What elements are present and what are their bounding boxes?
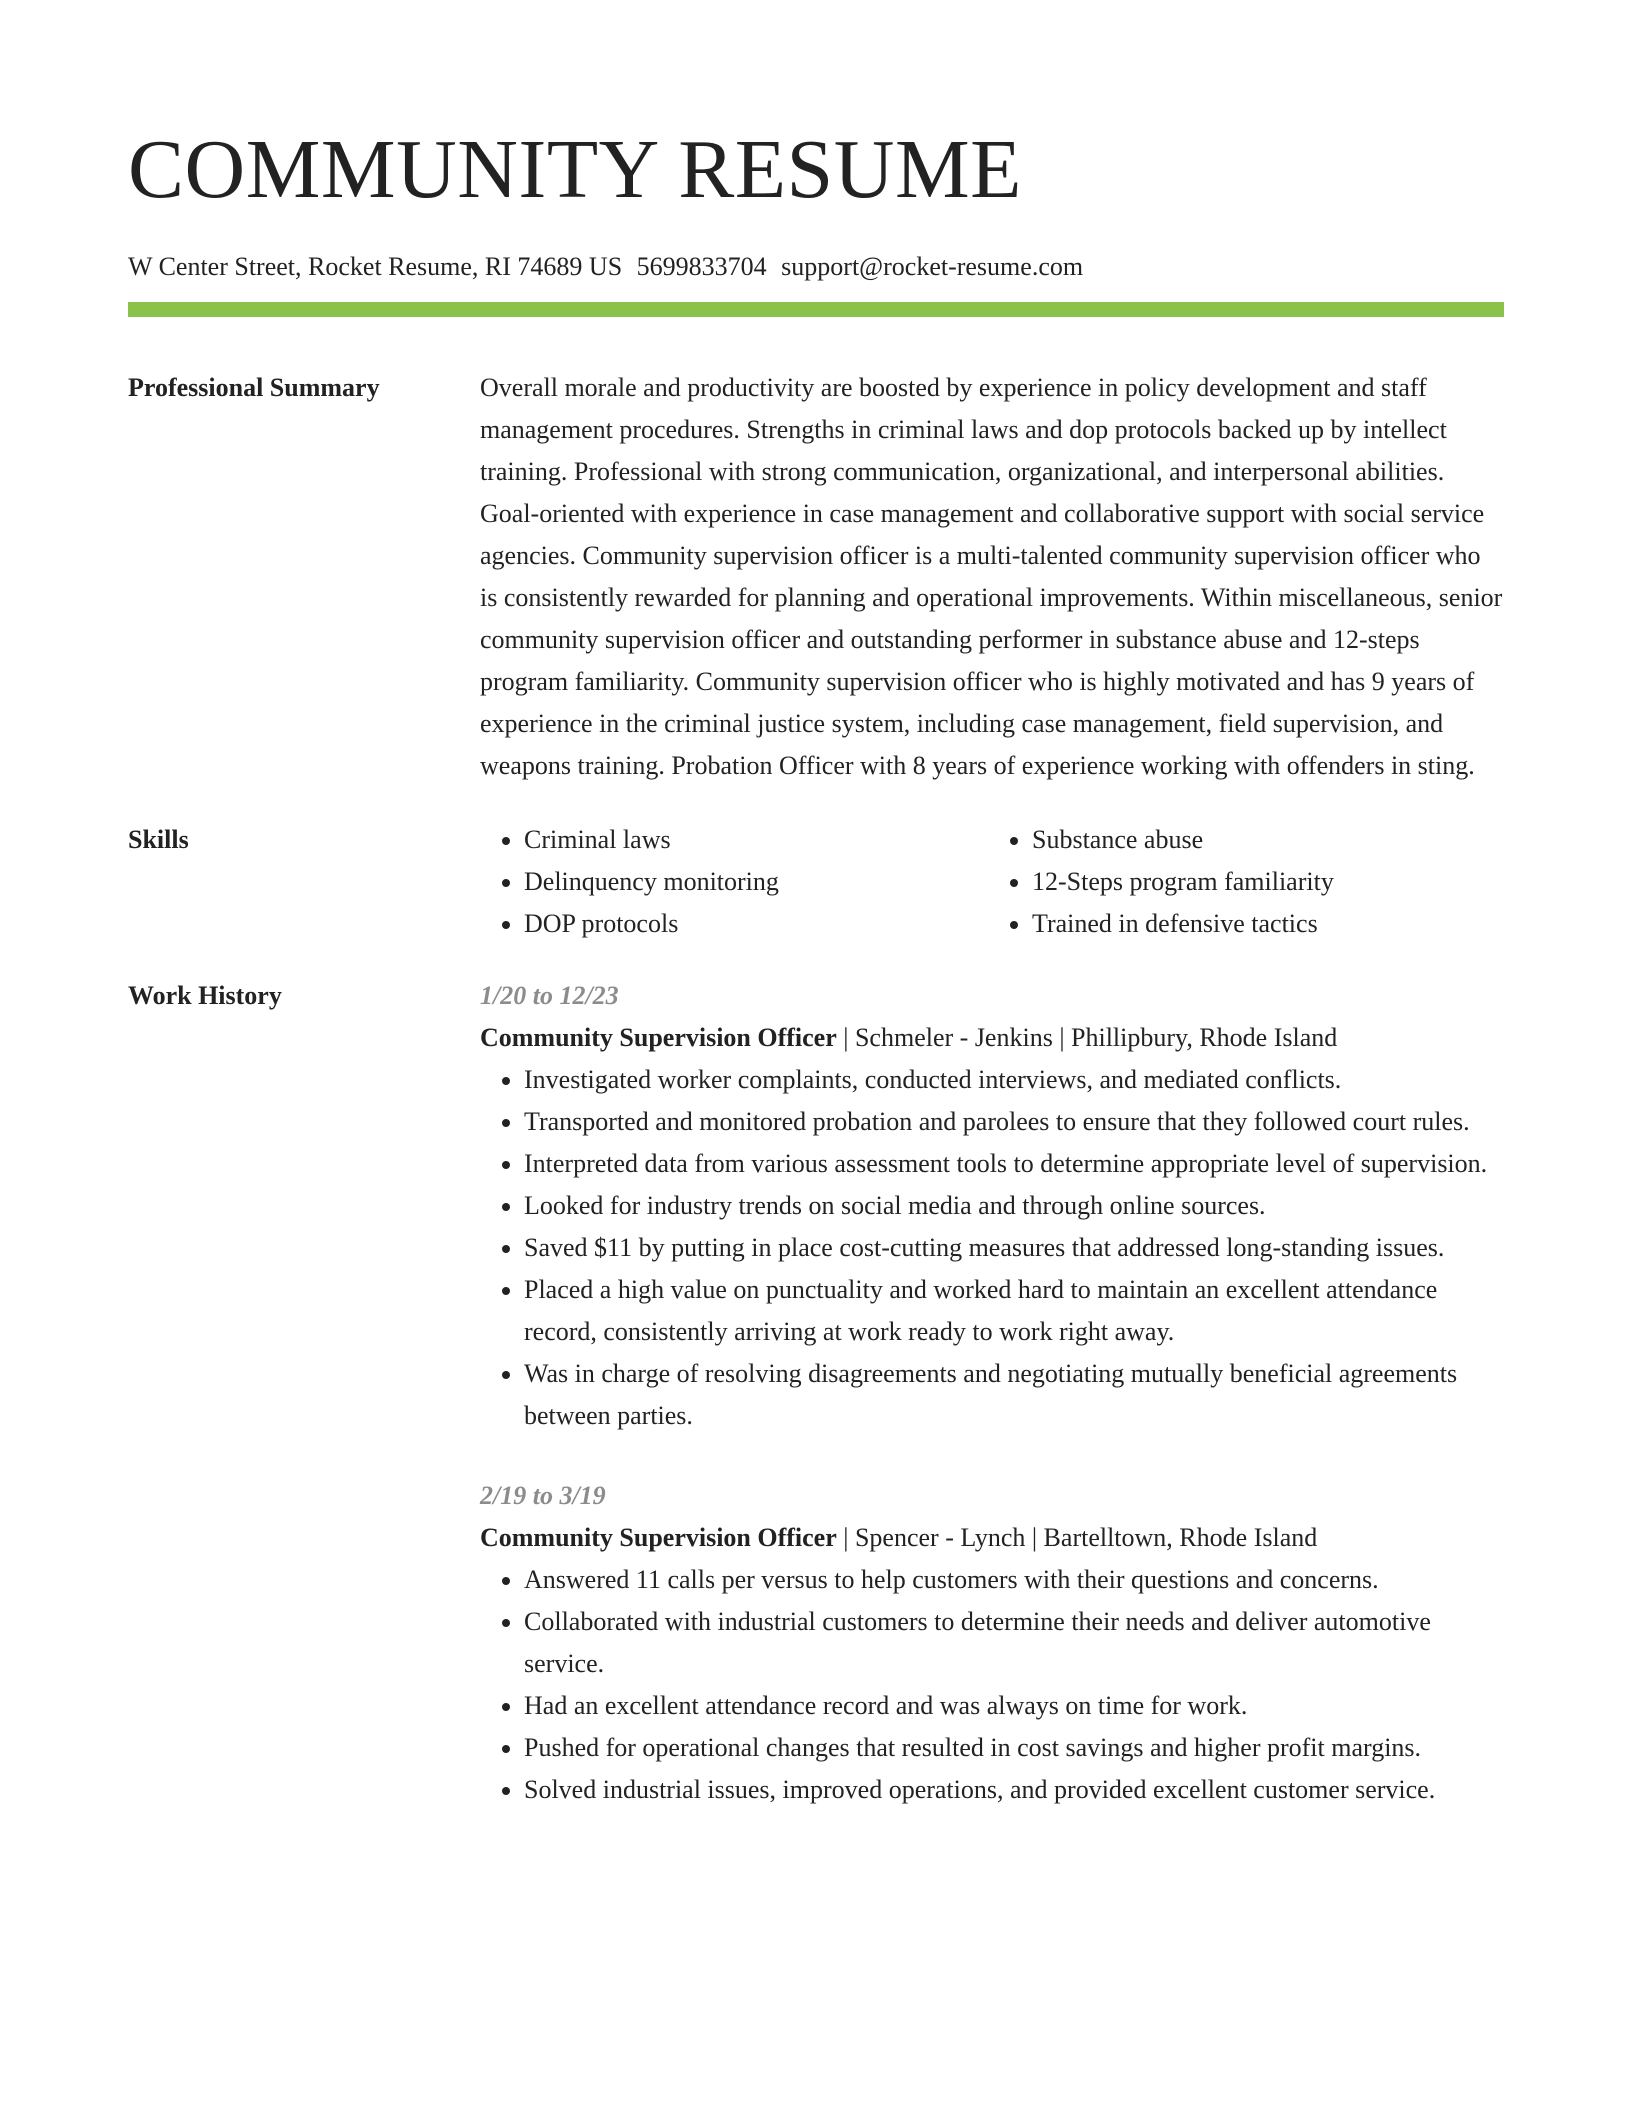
skills-list-left (480, 819, 984, 945)
professional-summary-section (128, 367, 1504, 787)
job-duty: • Placed a high value on punctuality and worked hard to maintain an excellent attendance record, consistently arriving at work ready to work right away. (524, 1269, 1504, 1353)
skill-item: • DOP protocols (524, 903, 984, 945)
accent-divider (128, 302, 1504, 317)
section-label-professional-summary: Professional Summary (128, 373, 380, 402)
job-duty: • Was in charge of resolving disagreements and negotiating mutually beneficial agreements between parties. (524, 1353, 1504, 1437)
job-dates: 2/19 to 3/19 (480, 1481, 606, 1510)
job-duty: • Transported and monitored probation and parolees to ensure that they followed court rules. (524, 1101, 1504, 1143)
job-dates: 1/20 to 12/23 (480, 981, 619, 1010)
job-duty: • Pushed for operational changes that resulted in cost savings and higher profit margins. (524, 1727, 1504, 1769)
job-duty: • Investigated worker complaints, conducted interviews, and mediated conflicts. (524, 1059, 1504, 1101)
job-duty: • Collaborated with industrial customers to determine their needs and deliver automotive service. (524, 1601, 1504, 1685)
job-duty: • Interpreted data from various assessment tools to determine appropriate level of supervision. (524, 1143, 1504, 1185)
job-employer-location: | Schmeler - Jenkins | Phillipbury, Rhode Island (836, 1023, 1338, 1052)
job-duty: • Had an excellent attendance record and was always on time for work. (524, 1685, 1504, 1727)
job-duty: • Saved $11 by putting in place cost-cutting measures that addressed long-standing issues. (524, 1227, 1504, 1269)
contact-phone: 5699833704 (636, 252, 767, 281)
job-heading (480, 1517, 1504, 1559)
skill-item: • 12-Steps program familiarity (1032, 861, 1508, 903)
skill-item: • Substance abuse (1032, 819, 1508, 861)
job-duty: • Solved industrial issues, improved operations, and provided excellent customer service. (524, 1769, 1504, 1811)
job-title: Community Supervision Officer (480, 1523, 837, 1552)
skills-section (128, 819, 1504, 945)
skill-item: • Criminal laws (524, 819, 984, 861)
skills-columns (480, 819, 1504, 945)
contact-line (128, 250, 1504, 284)
work-history-entries (480, 975, 1504, 1811)
job-duty: • Answered 11 calls per versus to help customers with their questions and concerns. (524, 1559, 1504, 1601)
skill-item: • Trained in defensive tactics (1032, 903, 1508, 945)
job-title: Community Supervision Officer (480, 1023, 837, 1052)
job-heading (480, 1017, 1504, 1059)
job-employer-location: | Spencer - Lynch | Bartelltown, Rhode Island (836, 1523, 1318, 1552)
job-duties-list (480, 1059, 1504, 1437)
job-entry (480, 1475, 1504, 1811)
job-entry (480, 975, 1504, 1437)
section-label-work-history: Work History (128, 981, 282, 1010)
contact-email: support@rocket-resume.com (781, 252, 1084, 281)
contact-address: W Center Street, Rocket Resume, RI 74689 US (128, 252, 623, 281)
skills-list-right (988, 819, 1508, 945)
work-history-section (128, 975, 1504, 1811)
section-label-skills: Skills (128, 825, 189, 854)
summary-text: Overall morale and productivity are boosted by experience in policy development and staff management procedures. Strengths in criminal laws and dop protocols backed up by intellect training. Professional with strong communication, organizational, and interpersonal abilities. Goal-oriented with experience in case management and collaborative support with social service agencies. Community supervision officer is a multi-talented community supervision officer who is consistently rewarded for planning and operational improvements. Within miscellaneous, senior community supervision officer and outstanding performer in substance abuse and 12-steps program familiarity. Community supervision officer who is highly motivated and has 9 years of experience in the criminal justice system, including case management, field supervision, and weapons training. Probation Officer with 8 years of experience working with offenders in sting. (480, 373, 1503, 780)
skill-item: • Delinquency monitoring (524, 861, 984, 903)
resume-name: COMMUNITY RESUME (128, 123, 1022, 216)
job-duties-list (480, 1559, 1504, 1811)
job-duty: • Looked for industry trends on social media and through online sources. (524, 1185, 1504, 1227)
